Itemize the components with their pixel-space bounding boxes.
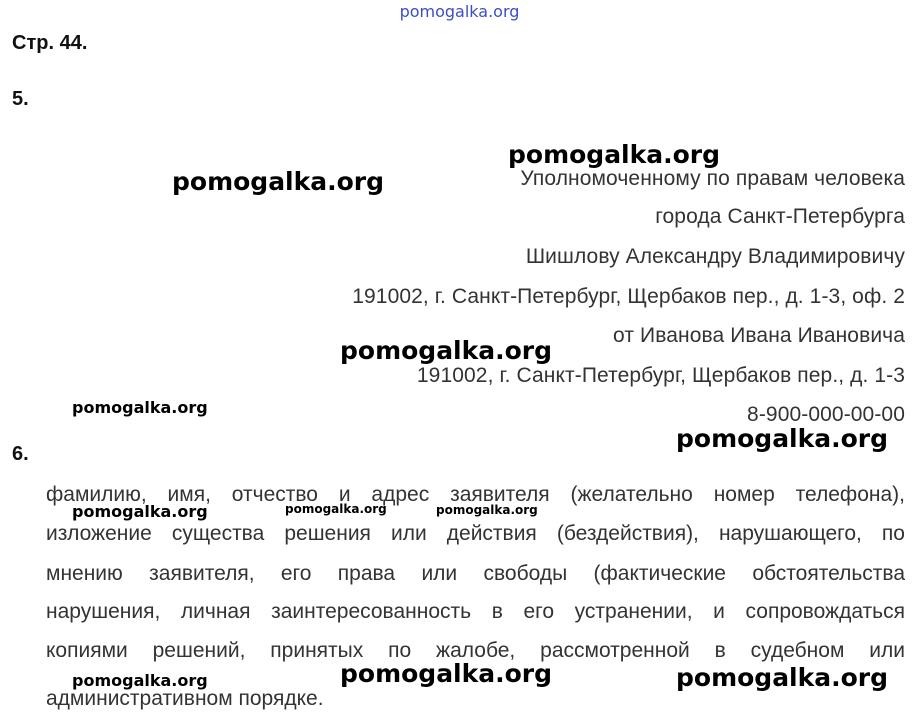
watermark: pomogalka.org — [676, 424, 889, 453]
item-number-5: 5. — [12, 88, 29, 110]
watermark: pomogalka.org — [72, 502, 208, 521]
address-line-sender-address: 191002, г. Санкт-Петербург, Щербаков пер., д. 1-3 — [416, 364, 905, 387]
address-line-recipient-name: Шишлову Александру Владимировичу — [525, 245, 905, 268]
watermark: pomogalka.org — [436, 503, 538, 517]
item-number-6: 6. — [12, 443, 29, 465]
paragraph-line: фамилию, имя, отчество и адрес заявителя (желательно номер телефона), — [46, 483, 905, 506]
paragraph-line: административном порядке. — [46, 687, 324, 710]
paragraph-line: нарушения, личная заинтересованность в его устранении, и сопровождаться — [46, 600, 905, 623]
watermark: pomogalka.org — [172, 167, 385, 196]
header-watermark: pomogalka.org — [399, 2, 520, 21]
watermark: pomogalka.org — [676, 663, 889, 692]
address-line-recipient-address: 191002, г. Санкт-Петербург, Щербаков пер., д. 1-3, оф. 2 — [352, 285, 905, 308]
page-reference: Стр. 44. — [12, 32, 88, 54]
paragraph-line: копиями решений, принятых по жалобе, рассмотренной в судебном или — [46, 639, 905, 662]
watermark: pomogalka.org — [72, 398, 208, 417]
watermark: pomogalka.org — [340, 336, 553, 365]
address-line-sender: от Иванова Ивана Ивановича — [613, 324, 905, 347]
paragraph-line: изложение существа решения или действия (бездействия), нарушающего, по — [46, 522, 905, 545]
address-line-city: города Санкт-Петербурга — [655, 205, 905, 228]
watermark: pomogalka.org — [340, 659, 553, 688]
address-line-recipient: Уполномоченному по правам человека — [520, 167, 905, 190]
watermark: pomogalka.org — [508, 140, 721, 169]
address-line-phone: 8-900-000-00-00 — [747, 403, 905, 426]
paragraph-line: мнению заявителя, его права или свободы (фактические обстоятельства — [46, 562, 905, 585]
watermark: pomogalka.org — [72, 671, 208, 690]
watermark: pomogalka.org — [285, 502, 387, 516]
